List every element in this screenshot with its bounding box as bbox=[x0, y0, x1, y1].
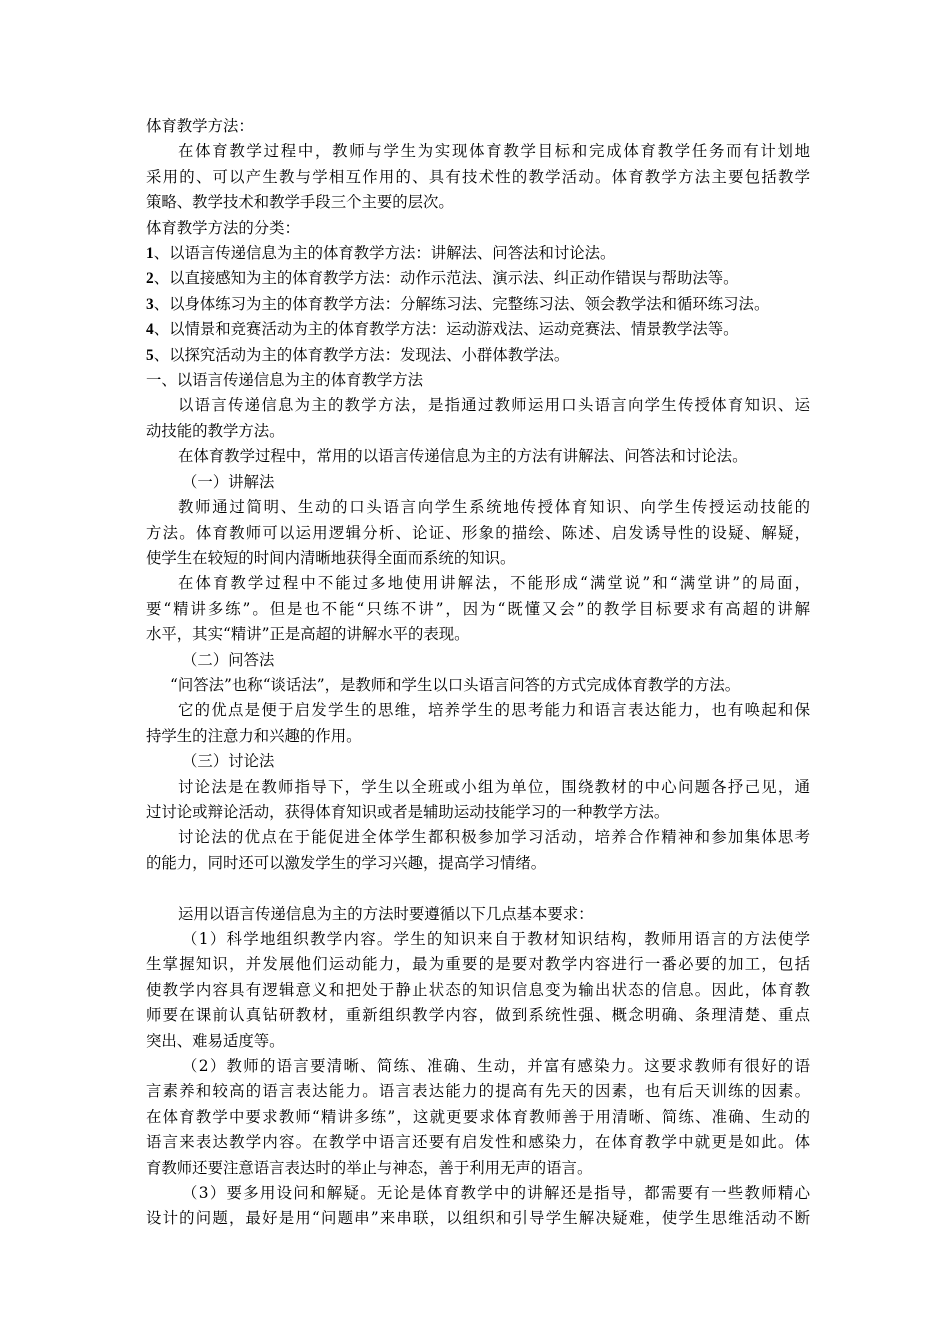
list-number: 1 bbox=[146, 245, 154, 263]
list-item: 1、以语言传递信息为主的体育教学方法：讲解法、问答法和讨论法。 bbox=[146, 244, 616, 263]
paragraph-line: 运用以语言传递信息为主的方法时要遵循以下几点基本要求： bbox=[178, 904, 594, 923]
heading-methods: 体育教学方法： bbox=[146, 117, 254, 135]
paragraph-line: 生掌握知识，并发展他们运动能力，最为重要的是要对教学内容进行一番必要的加工，包括 bbox=[146, 955, 810, 974]
list-item: 2、以直接感知为主的体育教学方法：动作示范法、演示法、纠正动作错误与帮助法等。 bbox=[146, 269, 739, 288]
paragraph-line: （2）教师的语言要清晰、简练、准确、生动，并富有感染力。这要求教师有很好的语 bbox=[182, 1057, 810, 1076]
paragraph-line: 要“精讲多练”。但是也不能“只练不讲”，因为“既懂又会”的教学目标要求有高超的讲解 bbox=[146, 599, 810, 618]
subsection-heading: （一）讲解法 bbox=[182, 472, 275, 491]
paragraph-line: 在体育教学过程中，教师与学生为实现体育教学目标和完成体育教学任务而有计划地 bbox=[178, 142, 810, 161]
paragraph-line: （3）要多用设问和解疑。无论是体育教学中的讲解还是指导，都需要有一些教师精心 bbox=[182, 1184, 810, 1203]
paragraph-line: 言素养和较高的语言表达能力。语言表达能力的提高有先天的因素，也有后天训练的因素。 bbox=[146, 1082, 810, 1101]
paragraph-line: （1）科学地组织教学内容。学生的知识来自于教材知识结构，教师用语言的方法使学 bbox=[182, 929, 810, 948]
paragraph-line: 突出、难易适度等。 bbox=[146, 1031, 285, 1050]
paragraph-line: 的能力，同时还可以激发学生的学习兴趣，提高学习情绪。 bbox=[146, 853, 547, 872]
paragraph-line: 讨论法的优点在于能促进全体学生都积极参加学习活动，培养合作精神和参加集体思考 bbox=[178, 828, 810, 847]
paragraph-line: 水平，其实“精讲”正是高超的讲解水平的表现。 bbox=[146, 625, 470, 644]
paragraph-line: 采用的、可以产生教与学相互作用的、具有技术性的教学活动。体育教学方法主要包括教学 bbox=[146, 167, 810, 186]
paragraph-line: 设计的问题，最好是用“问题串”来串联，以组织和引导学生解决疑难，使学生思维活动不断 bbox=[146, 1209, 810, 1228]
section-heading: 一、以语言传递信息为主的体育教学方法 bbox=[146, 371, 424, 390]
document-body bbox=[146, 114, 810, 1232]
paragraph-line: 使教学内容具有逻辑意义和把处于静止状态的知识信息变为输出状态的信息。因此，体育教 bbox=[146, 980, 810, 999]
paragraph-line: 教师通过简明、生动的口头语言向学生系统地传授体育知识、向学生传授运动技能的 bbox=[178, 498, 810, 517]
blank-line bbox=[146, 876, 810, 901]
heading-classification: 体育教学方法的分类： bbox=[146, 218, 300, 237]
paragraph-line: 策略、教学技术和教学手段三个主要的层次。 bbox=[146, 193, 454, 212]
subsection-heading: （三）讨论法 bbox=[182, 752, 275, 771]
list-item: 4、以情景和竞赛活动为主的体育教学方法：运动游戏法、运动竞赛法、情景教学法等。 bbox=[146, 320, 739, 339]
paragraph-line: 语言来表达教学内容。在教学中语言还要有启发性和感染力，在体育教学中就更是如此。体 bbox=[146, 1133, 810, 1152]
paragraph-line: 育教师还要注意语言表达时的举止与神态，善于利用无声的语言。 bbox=[146, 1158, 593, 1177]
paragraph-line: 师要在课前认真钻研教材，重新组织教学内容，做到系统性强、概念明确、条理清楚、重点 bbox=[146, 1006, 810, 1025]
paragraph-line: 持学生的注意力和兴趣的作用。 bbox=[146, 726, 362, 745]
list-number: 2 bbox=[146, 270, 154, 288]
paragraph-line: 在体育教学中要求教师“精讲多练”，这就更要求体育教师善于用清晰、简练、准确、生动的 bbox=[146, 1107, 810, 1126]
list-number: 5 bbox=[146, 346, 154, 364]
paragraph-line: 讨论法是在教师指导下，学生以全班或小组为单位，围绕教材的中心问题各抒己见，通 bbox=[178, 777, 810, 796]
subsection-heading: （二）问答法 bbox=[182, 650, 275, 669]
paragraph-line: 使学生在较短的时间内清晰地获得全面而系统的知识。 bbox=[146, 548, 516, 567]
paragraph-line: “问答法”也称“谈话法”，是教师和学生以口头语言问答的方式完成体育教学的方法。 bbox=[170, 675, 741, 694]
list-number: 3 bbox=[146, 295, 154, 313]
paragraph-line: 以语言传递信息为主的教学方法，是指通过教师运用口头语言向学生传授体育知识、运 bbox=[178, 396, 810, 415]
paragraph-line: 方法。体育教师可以运用逻辑分析、论证、形象的描绘、陈述、启发诱导性的设疑、解疑， bbox=[146, 523, 810, 542]
paragraph-line: 它的优点是便于启发学生的思维，培养学生的思考能力和语言表达能力，也有唤起和保 bbox=[178, 701, 810, 720]
list-item: 5、以探究活动为主的体育教学方法：发现法、小群体教学法。 bbox=[146, 345, 570, 364]
paragraph-line: 过讨论或辩论活动，获得体育知识或者是辅助运动技能学习的一种教学方法。 bbox=[146, 802, 670, 821]
paragraph-line: 在体育教学过程中不能过多地使用讲解法，不能形成“满堂说”和“满堂讲”的局面， bbox=[178, 574, 810, 593]
list-number: 4 bbox=[146, 321, 154, 339]
list-item: 3、以身体练习为主的体育教学方法：分解练习法、完整练习法、领会教学法和循环练习法。 bbox=[146, 294, 770, 313]
paragraph-line: 在体育教学过程中，常用的以语言传递信息为主的方法有讲解法、问答法和讨论法。 bbox=[178, 447, 748, 466]
paragraph-line: 动技能的教学方法。 bbox=[146, 421, 285, 440]
